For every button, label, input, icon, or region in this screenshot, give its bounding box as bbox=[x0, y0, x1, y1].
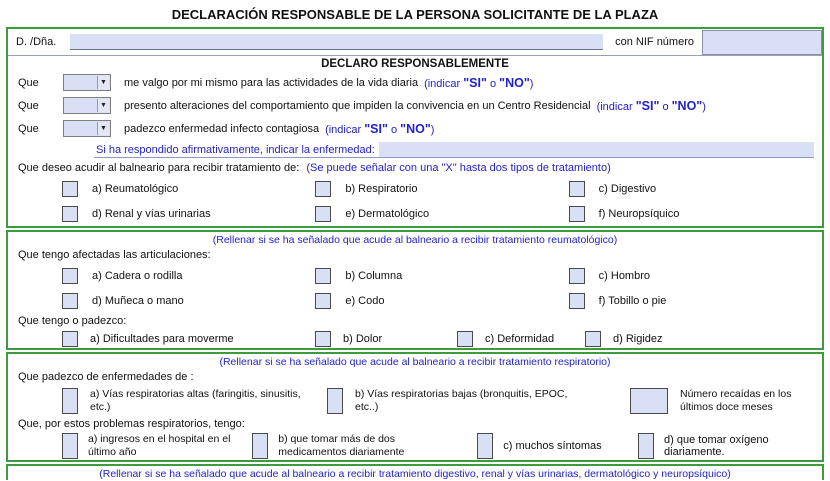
suffer-option-d: d) Rigidez bbox=[585, 331, 663, 347]
si-no-hint: (indicar "SI" o "NO") bbox=[325, 121, 435, 136]
treatment-option-c: c) Digestivo bbox=[569, 181, 822, 197]
joints-question: Que tengo afectadas las articulaciones: bbox=[18, 249, 211, 261]
diseases-row bbox=[8, 385, 822, 416]
treatment-options-row-2 bbox=[8, 201, 822, 226]
checkbox-rigidez[interactable] bbox=[585, 331, 601, 347]
checkbox-columna[interactable] bbox=[315, 268, 331, 284]
checkbox-codo[interactable] bbox=[315, 293, 331, 309]
que-label: Que bbox=[18, 122, 39, 135]
treatment-option-f: f) Neuropsíquico bbox=[569, 206, 822, 222]
treatment-hint: (Se puede señalar con una "X" hasta dos tipos de tratamiento) bbox=[306, 162, 611, 174]
statement-row-3 bbox=[8, 117, 822, 140]
treatment-option-d: d) Renal y vías urinarias bbox=[62, 206, 315, 222]
checkbox-respiratorio[interactable] bbox=[315, 181, 331, 197]
statement-text: padezco enfermedad infecto contagiosa bbox=[124, 122, 320, 135]
checkbox-vias-altas[interactable] bbox=[62, 388, 78, 414]
checkbox-dificultades-moverme[interactable] bbox=[62, 331, 78, 347]
si-no-select-1[interactable] bbox=[63, 74, 111, 91]
suffer-option-c: c) Deformidad bbox=[457, 331, 585, 347]
treatment-question-row bbox=[8, 160, 822, 176]
checkbox-digestivo[interactable] bbox=[569, 181, 585, 197]
joint-option-e: e) Codo bbox=[315, 293, 568, 309]
checkbox-muchos-sintomas[interactable] bbox=[477, 433, 493, 459]
nif-input[interactable] bbox=[702, 30, 822, 55]
page-title: DECLARACIÓN RESPONSABLE DE LA PERSONA SOLICITANTE DE LA PLAZA bbox=[171, 7, 659, 22]
checkbox-tobillo-pie[interactable] bbox=[569, 293, 585, 309]
si-no-hint: (indicar "SI" o "NO") bbox=[596, 98, 706, 113]
statement-text: me valgo por mi mismo para las actividades de la vida diaria bbox=[124, 76, 419, 89]
treatment-option-e: e) Dermatológico bbox=[315, 206, 568, 222]
checkbox-mas-medicamentos[interactable] bbox=[252, 433, 268, 459]
checkbox-dolor[interactable] bbox=[315, 331, 331, 347]
respiratory-section bbox=[6, 352, 824, 462]
que-label: Que bbox=[18, 76, 39, 89]
relapses-label: Número recaídas en los últimos doce meses bbox=[680, 387, 792, 413]
declaration-box bbox=[6, 27, 824, 228]
disease-label-b: b) Vías respiratorias bajas (bronquitis, EPOC, etc..) bbox=[355, 387, 568, 413]
declare-header: DECLARO RESPONSABLEMENTE bbox=[321, 58, 509, 70]
checkbox-vias-bajas[interactable] bbox=[327, 388, 343, 414]
problems-question: Que, por estos problemas respiratorios, tengo: bbox=[18, 418, 245, 430]
statement-row-2 bbox=[8, 94, 822, 117]
que-label: Que bbox=[18, 99, 39, 112]
checkbox-renal[interactable] bbox=[62, 206, 78, 222]
dropdown-arrow-icon[interactable]: ▼ bbox=[97, 122, 109, 135]
treatment-options-row-1 bbox=[8, 176, 822, 201]
si-no-select-3[interactable] bbox=[63, 120, 111, 137]
checkbox-ingresos-hospital[interactable] bbox=[62, 433, 78, 459]
joints-row-2 bbox=[8, 288, 822, 313]
rheumatic-note: (Rellenar si se ha señalado que acude al balneario a recibir tratamiento reumatológico) bbox=[212, 234, 618, 246]
statement-text: presento alteraciones del comportamiento que impiden la convivencia en un Centro Residencial bbox=[124, 99, 591, 112]
checkbox-muneca-mano[interactable] bbox=[62, 293, 78, 309]
name-label: D. /Dña. bbox=[16, 36, 57, 48]
joints-row-1 bbox=[8, 263, 822, 288]
checkbox-dermatologico[interactable] bbox=[315, 206, 331, 222]
treatment-option-b: b) Respiratorio bbox=[315, 181, 568, 197]
treatment-option-a: a) Reumatológico bbox=[62, 181, 315, 197]
suffer-question: Que tengo o padezco: bbox=[18, 315, 127, 327]
illness-label: Si ha respondido afirmativamente, indicar la enfermedad: bbox=[96, 144, 375, 156]
joint-option-a: a) Cadera o rodilla bbox=[62, 268, 315, 284]
relapses-input[interactable] bbox=[630, 388, 668, 414]
checkbox-neuropsiquico[interactable] bbox=[569, 206, 585, 222]
identity-row bbox=[8, 29, 822, 56]
problems-row bbox=[8, 432, 822, 460]
joint-option-d: d) Muñeca o mano bbox=[62, 293, 315, 309]
checkbox-cadera-rodilla[interactable] bbox=[62, 268, 78, 284]
joint-option-c: c) Hombro bbox=[569, 268, 822, 284]
illness-input[interactable] bbox=[379, 142, 814, 157]
dropdown-arrow-icon[interactable]: ▼ bbox=[97, 76, 109, 89]
checkbox-deformidad[interactable] bbox=[457, 331, 473, 347]
rheumatic-section bbox=[6, 230, 824, 350]
suffer-option-b: b) Dolor bbox=[315, 331, 457, 347]
problem-label-d: d) que tomar oxígeno diariamente. bbox=[664, 434, 769, 458]
si-no-hint: (indicar "SI" o "NO") bbox=[424, 75, 534, 90]
statement-row-1 bbox=[8, 71, 822, 94]
final-section bbox=[6, 464, 824, 480]
problem-label-c: c) muchos síntomas bbox=[503, 440, 602, 452]
illness-row bbox=[94, 141, 814, 158]
checkbox-reumatologico[interactable] bbox=[62, 181, 78, 197]
respiratory-note: (Rellenar si se ha señalado que acude al balneario a recibir tratamiento respiratorio) bbox=[219, 356, 611, 368]
disease-label-a: a) Vías respiratorias altas (faringitis, sinusitis, etc.) bbox=[90, 387, 301, 413]
dropdown-arrow-icon[interactable]: ▼ bbox=[97, 99, 109, 112]
joint-option-f: f) Tobillo o pie bbox=[569, 293, 822, 309]
suffer-options-row bbox=[8, 329, 822, 348]
checkbox-oxigeno[interactable] bbox=[638, 433, 654, 459]
si-no-select-2[interactable] bbox=[63, 97, 111, 114]
final-note: (Rellenar si se ha señalado que acude al balneario a recibir tratamiento digestivo, renal y vías urinarias, dermatológico y neuropsíquico) bbox=[99, 468, 731, 480]
joint-option-b: b) Columna bbox=[315, 268, 568, 284]
suffer-option-a: a) Dificultades para moverme bbox=[62, 331, 315, 347]
problem-label-a: a) ingresos en el hospital en el último año bbox=[88, 433, 231, 458]
treatment-question: Que deseo acudir al balneario para recibir tratamiento de: bbox=[18, 162, 300, 174]
problem-label-b: b) que tomar más de dos medicamentos diariamente bbox=[278, 433, 405, 458]
name-input[interactable] bbox=[70, 34, 603, 50]
nif-label: con NIF número bbox=[615, 36, 694, 48]
diseases-question: Que padezco de enfermedades de : bbox=[18, 371, 194, 383]
checkbox-hombro[interactable] bbox=[569, 268, 585, 284]
